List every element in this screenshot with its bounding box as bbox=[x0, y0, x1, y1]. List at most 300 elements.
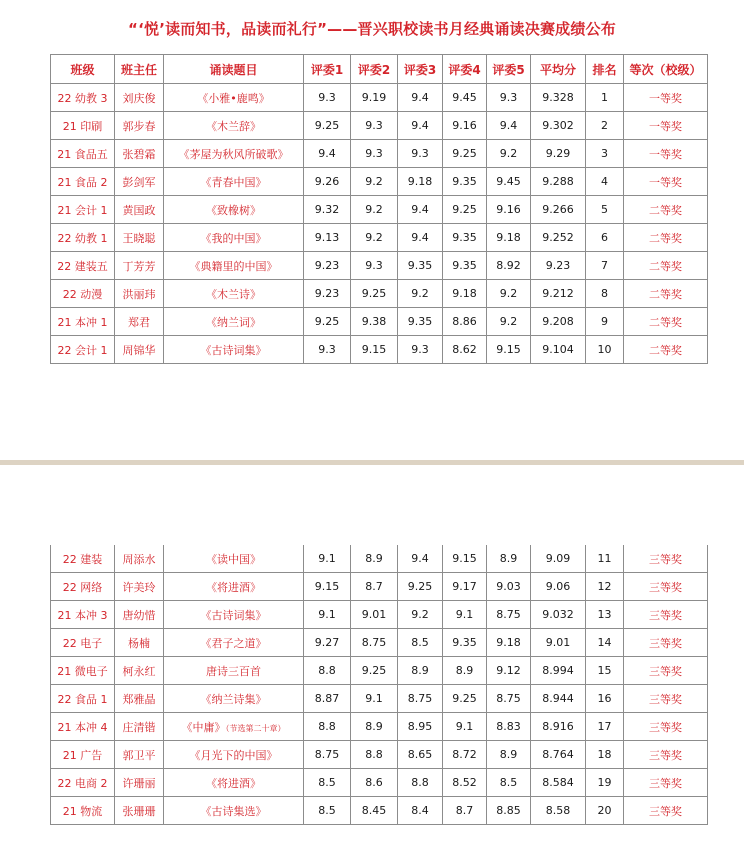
class-cell bbox=[51, 336, 115, 364]
award-cell-text: 三等奖 bbox=[649, 636, 682, 650]
award-cell-text: 一等奖 bbox=[649, 175, 682, 189]
rank-cell bbox=[586, 84, 624, 112]
award-cell bbox=[624, 196, 708, 224]
average-score bbox=[531, 685, 586, 713]
average-score-text: 9.252 bbox=[542, 231, 574, 244]
table-row bbox=[51, 741, 708, 769]
title-cell bbox=[164, 196, 304, 224]
judge-2-score bbox=[351, 545, 398, 573]
class-cell bbox=[51, 629, 115, 657]
title-cell bbox=[164, 84, 304, 112]
title-cell bbox=[164, 112, 304, 140]
title-cell-text: 《纳兰诗集》 bbox=[200, 692, 267, 706]
average-score-text: 8.916 bbox=[542, 720, 574, 733]
average-score bbox=[531, 657, 586, 685]
judge-1-score-text: 9.3 bbox=[318, 343, 336, 356]
award-cell bbox=[624, 545, 708, 573]
class-cell-text: 22 动漫 bbox=[62, 287, 103, 301]
judge-5-score bbox=[487, 601, 531, 629]
award-cell-text: 三等奖 bbox=[649, 804, 682, 818]
judge-5-score-text: 8.92 bbox=[496, 259, 521, 272]
table-row bbox=[51, 601, 708, 629]
judge-4-score-text: 9.16 bbox=[452, 119, 477, 132]
results-table-bottom bbox=[50, 545, 708, 825]
judge-5-score-text: 9.12 bbox=[496, 664, 521, 677]
judge-4-score-text: 8.86 bbox=[452, 315, 477, 328]
judge-1-score bbox=[304, 140, 351, 168]
award-cell bbox=[624, 713, 708, 741]
rank-cell bbox=[586, 573, 624, 601]
results-table-top bbox=[50, 54, 708, 364]
judge-5-score bbox=[487, 713, 531, 741]
teacher-cell bbox=[115, 797, 164, 825]
award-cell bbox=[624, 308, 708, 336]
teacher-cell bbox=[115, 112, 164, 140]
rank-cell-text: 9 bbox=[601, 315, 608, 328]
class-cell-text: 22 建装五 bbox=[57, 259, 108, 273]
average-score-text: 9.266 bbox=[542, 203, 574, 216]
judge-5-score-text: 8.83 bbox=[496, 720, 521, 733]
award-cell bbox=[624, 84, 708, 112]
award-cell bbox=[624, 336, 708, 364]
rank-cell-text: 15 bbox=[597, 664, 612, 677]
judge-1-score bbox=[304, 336, 351, 364]
teacher-cell-text: 唐幼惜 bbox=[122, 608, 156, 622]
header-judge-4: 评委4 bbox=[443, 55, 487, 84]
teacher-cell-text: 张珊珊 bbox=[122, 804, 156, 818]
judge-3-score bbox=[398, 252, 443, 280]
teacher-cell bbox=[115, 629, 164, 657]
table-row bbox=[51, 685, 708, 713]
award-cell-text: 二等奖 bbox=[649, 343, 682, 357]
judge-1-score bbox=[304, 84, 351, 112]
judge-2-score bbox=[351, 629, 398, 657]
judge-3-score-text: 9.4 bbox=[411, 91, 429, 104]
judge-1-score bbox=[304, 741, 351, 769]
rank-cell-text: 3 bbox=[601, 147, 608, 160]
teacher-cell bbox=[115, 308, 164, 336]
judge-1-score bbox=[304, 685, 351, 713]
judge-3-score-text: 9.4 bbox=[411, 203, 429, 216]
judge-4-score bbox=[443, 769, 487, 797]
judge-5-score-text: 8.5 bbox=[499, 776, 518, 789]
teacher-cell-text: 黄国政 bbox=[122, 203, 156, 217]
teacher-cell-text: 张碧霜 bbox=[122, 147, 156, 161]
judge-5-score bbox=[487, 168, 531, 196]
title-cell bbox=[164, 741, 304, 769]
average-score-text: 9.212 bbox=[542, 287, 574, 300]
rank-cell bbox=[586, 196, 624, 224]
judge-2-score bbox=[351, 84, 398, 112]
judge-4-score bbox=[443, 168, 487, 196]
judge-2-score-text: 9.3 bbox=[365, 259, 383, 272]
judge-2-score bbox=[351, 308, 398, 336]
rank-cell-text: 8 bbox=[601, 287, 608, 300]
rank-cell-text: 5 bbox=[601, 203, 608, 216]
judge-3-score bbox=[398, 545, 443, 573]
title-cell-text: 《小雅•鹿鸣》 bbox=[197, 91, 270, 105]
table-row bbox=[51, 280, 708, 308]
award-cell bbox=[624, 685, 708, 713]
judge-4-score-text: 9.45 bbox=[452, 91, 477, 104]
judge-3-score bbox=[398, 797, 443, 825]
judge-5-score bbox=[487, 685, 531, 713]
average-score bbox=[531, 573, 586, 601]
judge-1-score bbox=[304, 196, 351, 224]
judge-3-score-text: 9.35 bbox=[407, 315, 433, 328]
judge-3-score bbox=[398, 224, 443, 252]
judge-4-score-text: 8.62 bbox=[452, 343, 477, 356]
average-score bbox=[531, 769, 586, 797]
teacher-cell bbox=[115, 657, 164, 685]
judge-4-score bbox=[443, 84, 487, 112]
teacher-cell-text: 刘庆俊 bbox=[122, 91, 156, 105]
title-cell bbox=[164, 168, 304, 196]
rank-cell bbox=[586, 629, 624, 657]
judge-2-score bbox=[351, 112, 398, 140]
class-cell bbox=[51, 713, 115, 741]
award-cell-text: 三等奖 bbox=[649, 776, 682, 790]
table-row bbox=[51, 629, 708, 657]
judge-2-score-text: 8.9 bbox=[365, 552, 383, 565]
judge-1-score-text: 8.75 bbox=[314, 748, 340, 761]
judge-4-score bbox=[443, 657, 487, 685]
judge-2-score-text: 8.7 bbox=[365, 580, 383, 593]
judge-5-score bbox=[487, 140, 531, 168]
title-cell bbox=[164, 713, 304, 741]
teacher-cell-text: 许珊丽 bbox=[122, 776, 156, 790]
judge-5-score bbox=[487, 769, 531, 797]
judge-4-score-text: 9.25 bbox=[452, 147, 477, 160]
average-score-text: 9.23 bbox=[545, 259, 571, 272]
judge-1-score-text: 9.23 bbox=[314, 259, 340, 272]
header-class: 班级 bbox=[51, 55, 115, 84]
average-score bbox=[531, 601, 586, 629]
judge-4-score bbox=[443, 252, 487, 280]
class-cell bbox=[51, 112, 115, 140]
judge-2-score-text: 8.75 bbox=[361, 636, 387, 649]
judge-3-score-text: 8.95 bbox=[407, 720, 433, 733]
judge-1-score-text: 9.26 bbox=[314, 175, 340, 188]
teacher-cell bbox=[115, 224, 164, 252]
judge-3-score bbox=[398, 573, 443, 601]
judge-3-score-text: 9.35 bbox=[407, 259, 433, 272]
rank-cell-text: 1 bbox=[601, 91, 608, 104]
table-row bbox=[51, 84, 708, 112]
judge-1-score-text: 9.3 bbox=[318, 91, 336, 104]
judge-5-score-text: 8.9 bbox=[499, 748, 518, 761]
judge-3-score-text: 9.4 bbox=[411, 231, 429, 244]
rank-cell bbox=[586, 713, 624, 741]
class-cell bbox=[51, 545, 115, 573]
table-row bbox=[51, 769, 708, 797]
title-cell-text: 《纳兰词》 bbox=[206, 315, 261, 329]
class-cell bbox=[51, 168, 115, 196]
award-cell bbox=[624, 741, 708, 769]
award-cell-text: 三等奖 bbox=[649, 748, 682, 762]
judge-3-score-text: 8.5 bbox=[411, 636, 429, 649]
rank-cell-text: 14 bbox=[597, 636, 612, 649]
rank-cell-text: 12 bbox=[597, 580, 612, 593]
class-cell-text: 21 印刷 bbox=[62, 119, 103, 133]
judge-4-score-text: 9.25 bbox=[452, 203, 477, 216]
class-cell bbox=[51, 252, 115, 280]
judge-3-score bbox=[398, 713, 443, 741]
judge-4-score-text: 9.17 bbox=[452, 580, 477, 593]
class-cell-text: 22 电子 bbox=[62, 636, 103, 650]
class-cell bbox=[51, 308, 115, 336]
judge-1-score bbox=[304, 713, 351, 741]
judge-2-score bbox=[351, 280, 398, 308]
title-cell-text: 《读中国》 bbox=[206, 552, 261, 566]
judge-4-score bbox=[443, 280, 487, 308]
award-cell-text: 三等奖 bbox=[649, 580, 682, 594]
judge-1-score bbox=[304, 112, 351, 140]
average-score bbox=[531, 252, 586, 280]
judge-3-score bbox=[398, 168, 443, 196]
class-cell bbox=[51, 797, 115, 825]
title-cell-text: 《木兰辞》 bbox=[206, 119, 261, 133]
class-cell bbox=[51, 685, 115, 713]
title-cell-text: 《古诗词集》 bbox=[200, 608, 267, 622]
judge-3-score-text: 8.9 bbox=[411, 664, 429, 677]
title-cell-text: 《将进酒》 bbox=[206, 580, 261, 594]
judge-2-score bbox=[351, 336, 398, 364]
award-cell-text: 一等奖 bbox=[649, 119, 682, 133]
judge-4-score-text: 9.18 bbox=[452, 287, 477, 300]
award-cell bbox=[624, 224, 708, 252]
rank-cell-text: 18 bbox=[597, 748, 612, 761]
class-cell bbox=[51, 224, 115, 252]
judge-1-score bbox=[304, 168, 351, 196]
average-score bbox=[531, 140, 586, 168]
average-score-text: 9.208 bbox=[542, 315, 574, 328]
teacher-cell-text: 郭步春 bbox=[122, 119, 156, 133]
title-cell bbox=[164, 336, 304, 364]
rank-cell bbox=[586, 545, 624, 573]
rank-cell-text: 17 bbox=[597, 720, 612, 733]
class-cell-text: 22 食品 1 bbox=[57, 692, 108, 706]
title-cell-text: 《中庸》 bbox=[181, 720, 226, 734]
average-score bbox=[531, 224, 586, 252]
judge-3-score-text: 8.75 bbox=[407, 692, 433, 705]
rank-cell-text: 7 bbox=[601, 259, 608, 272]
judge-2-score bbox=[351, 168, 398, 196]
award-cell-text: 二等奖 bbox=[649, 259, 682, 273]
judge-5-score-text: 9.03 bbox=[496, 580, 521, 593]
award-cell bbox=[624, 112, 708, 140]
average-score-text: 8.764 bbox=[542, 748, 574, 761]
judge-4-score bbox=[443, 140, 487, 168]
class-cell-text: 21 食品 2 bbox=[57, 175, 108, 189]
teacher-cell bbox=[115, 741, 164, 769]
title-cell bbox=[164, 629, 304, 657]
class-cell-text: 22 建装 bbox=[62, 552, 103, 566]
title-cell-text: 《古诗词集》 bbox=[200, 343, 267, 357]
class-cell-text: 22 会计 1 bbox=[57, 343, 108, 357]
judge-1-score bbox=[304, 280, 351, 308]
title-cell bbox=[164, 685, 304, 713]
judge-5-score-text: 9.2 bbox=[499, 147, 518, 160]
judge-4-score-text: 9.1 bbox=[455, 720, 474, 733]
header-judge-2: 评委2 bbox=[351, 55, 398, 84]
judge-2-score bbox=[351, 797, 398, 825]
judge-2-score bbox=[351, 140, 398, 168]
award-cell bbox=[624, 280, 708, 308]
class-cell-text: 21 广告 bbox=[62, 748, 103, 762]
judge-5-score bbox=[487, 252, 531, 280]
judge-2-score bbox=[351, 573, 398, 601]
header-judge-5: 评委5 bbox=[487, 55, 531, 84]
teacher-cell-text: 洪丽玮 bbox=[122, 287, 156, 301]
judge-1-score-text: 9.27 bbox=[314, 636, 340, 649]
judge-2-score-text: 8.9 bbox=[365, 720, 383, 733]
average-score-text: 9.104 bbox=[542, 343, 574, 356]
judge-4-score-text: 8.72 bbox=[452, 748, 477, 761]
judge-2-score-text: 9.25 bbox=[361, 287, 387, 300]
title-cell-text: 《典籍里的中国》 bbox=[189, 259, 278, 273]
judge-5-score bbox=[487, 308, 531, 336]
rank-cell-text: 13 bbox=[597, 608, 612, 621]
judge-4-score bbox=[443, 713, 487, 741]
teacher-cell bbox=[115, 713, 164, 741]
judge-2-score-text: 9.3 bbox=[365, 147, 383, 160]
judge-5-score-text: 9.18 bbox=[496, 636, 521, 649]
judge-2-score-text: 8.45 bbox=[361, 804, 387, 817]
judge-3-score-text: 9.18 bbox=[407, 175, 433, 188]
teacher-cell-text: 郑雅晶 bbox=[122, 692, 156, 706]
judge-4-score bbox=[443, 336, 487, 364]
page-title: “‘悦’读而知书，品读而礼行”——晋兴职校读书月经典诵读决赛成绩公布 bbox=[128, 20, 616, 38]
title-cell bbox=[164, 545, 304, 573]
class-cell-text: 22 幼教 3 bbox=[57, 91, 108, 105]
judge-2-score-text: 9.2 bbox=[365, 203, 383, 216]
rank-cell bbox=[586, 224, 624, 252]
judge-3-score bbox=[398, 280, 443, 308]
rank-cell bbox=[586, 140, 624, 168]
judge-2-score-text: 9.2 bbox=[365, 175, 383, 188]
judge-1-score bbox=[304, 629, 351, 657]
average-score-text: 9.288 bbox=[542, 175, 574, 188]
table-row bbox=[51, 573, 708, 601]
award-cell bbox=[624, 629, 708, 657]
rank-cell-text: 20 bbox=[597, 804, 612, 817]
judge-4-score bbox=[443, 601, 487, 629]
judge-1-score bbox=[304, 224, 351, 252]
judge-2-score-text: 9.01 bbox=[361, 608, 387, 621]
title-cell bbox=[164, 140, 304, 168]
judge-5-score-text: 9.15 bbox=[496, 343, 521, 356]
judge-4-score-text: 9.1 bbox=[455, 608, 474, 621]
average-score bbox=[531, 629, 586, 657]
judge-2-score-text: 9.2 bbox=[365, 231, 383, 244]
class-cell-text: 21 本冲 1 bbox=[57, 315, 108, 329]
teacher-cell bbox=[115, 336, 164, 364]
title-note: （节选第二十章） bbox=[225, 723, 286, 733]
judge-5-score bbox=[487, 573, 531, 601]
class-cell-text: 21 本冲 4 bbox=[57, 720, 108, 734]
judge-1-score-text: 9.1 bbox=[318, 552, 336, 565]
judge-3-score bbox=[398, 84, 443, 112]
title-cell-text: 《月光下的中国》 bbox=[189, 748, 278, 762]
teacher-cell-text: 丁芳芳 bbox=[122, 259, 156, 273]
award-cell-text: 二等奖 bbox=[649, 203, 682, 217]
judge-5-score-text: 9.3 bbox=[499, 91, 518, 104]
judge-2-score-text: 9.3 bbox=[365, 119, 383, 132]
rank-cell bbox=[586, 336, 624, 364]
judge-3-score bbox=[398, 629, 443, 657]
rank-cell bbox=[586, 797, 624, 825]
judge-5-score bbox=[487, 545, 531, 573]
teacher-cell bbox=[115, 252, 164, 280]
average-score bbox=[531, 112, 586, 140]
class-cell bbox=[51, 769, 115, 797]
average-score bbox=[531, 797, 586, 825]
rank-cell-text: 10 bbox=[597, 343, 612, 356]
award-cell bbox=[624, 769, 708, 797]
judge-2-score-text: 8.6 bbox=[365, 776, 383, 789]
class-cell bbox=[51, 601, 115, 629]
judge-5-score-text: 8.75 bbox=[496, 692, 521, 705]
average-score-text: 9.09 bbox=[545, 552, 571, 565]
title-cell bbox=[164, 797, 304, 825]
rank-cell bbox=[586, 112, 624, 140]
title-cell-text: 唐诗三百首 bbox=[206, 664, 261, 678]
judge-3-score-text: 8.4 bbox=[411, 804, 429, 817]
class-cell bbox=[51, 573, 115, 601]
judge-5-score bbox=[487, 84, 531, 112]
average-score-text: 9.032 bbox=[542, 608, 574, 621]
average-score-text: 8.994 bbox=[542, 664, 574, 677]
award-cell-text: 一等奖 bbox=[649, 147, 682, 161]
judge-4-score-text: 9.35 bbox=[452, 636, 477, 649]
judge-4-score bbox=[443, 112, 487, 140]
title-cell bbox=[164, 769, 304, 797]
title-cell bbox=[164, 224, 304, 252]
header-judge-3: 评委3 bbox=[398, 55, 443, 84]
header-title: 诵读题目 bbox=[164, 55, 304, 84]
judge-4-score-text: 9.35 bbox=[452, 259, 477, 272]
average-score bbox=[531, 84, 586, 112]
judge-4-score bbox=[443, 797, 487, 825]
teacher-cell-text: 周添水 bbox=[122, 552, 156, 566]
judge-2-score-text: 9.25 bbox=[361, 664, 387, 677]
award-cell bbox=[624, 573, 708, 601]
title-cell-text: 《古诗集选》 bbox=[200, 804, 267, 818]
rank-cell bbox=[586, 685, 624, 713]
class-cell bbox=[51, 657, 115, 685]
title-cell-text: 《将进酒》 bbox=[206, 776, 261, 790]
table-row bbox=[51, 252, 708, 280]
judge-2-score bbox=[351, 713, 398, 741]
title-cell bbox=[164, 308, 304, 336]
class-cell bbox=[51, 196, 115, 224]
judge-3-score-text: 9.3 bbox=[411, 147, 429, 160]
class-cell-text: 22 网络 bbox=[62, 580, 103, 594]
average-score-text: 8.944 bbox=[542, 692, 574, 705]
average-score-text: 9.29 bbox=[545, 147, 571, 160]
judge-4-score bbox=[443, 685, 487, 713]
judge-3-score bbox=[398, 112, 443, 140]
judge-1-score-text: 8.87 bbox=[314, 692, 340, 705]
judge-2-score-text: 9.15 bbox=[361, 343, 387, 356]
judge-1-score-text: 8.5 bbox=[318, 776, 336, 789]
judge-1-score bbox=[304, 308, 351, 336]
award-cell bbox=[624, 168, 708, 196]
table-row bbox=[51, 168, 708, 196]
class-cell bbox=[51, 741, 115, 769]
judge-1-score-text: 9.15 bbox=[314, 580, 340, 593]
